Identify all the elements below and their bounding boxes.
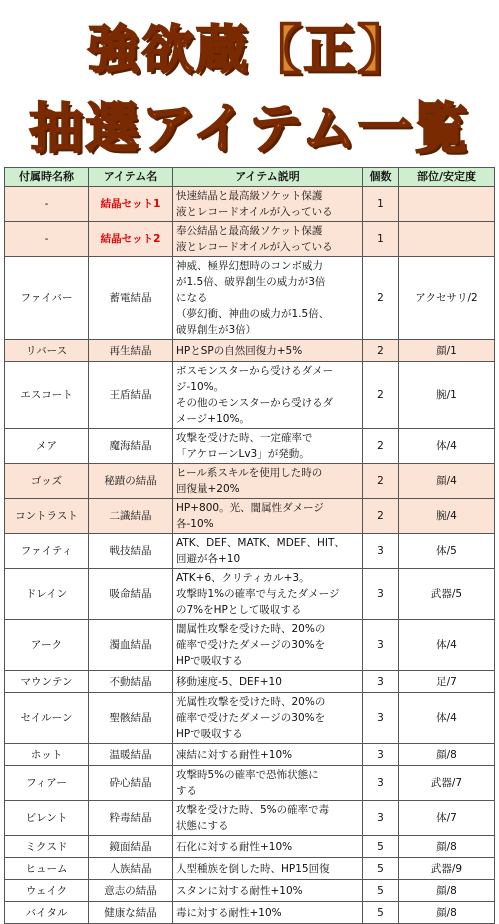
cell-suffix-name: コントラスト bbox=[5, 499, 89, 534]
cell-item-description bbox=[173, 257, 363, 340]
description-line: ボスモンスターから受けるダメー bbox=[176, 365, 334, 377]
cell-quantity: 3 bbox=[363, 744, 399, 766]
description-line: 凍結に対する耐性+10% bbox=[176, 748, 293, 761]
cell-suffix-name: ミクスド bbox=[5, 836, 89, 858]
description-line: メージ+10%。 bbox=[176, 413, 250, 425]
table-row bbox=[5, 257, 495, 340]
cell-part-stability: 腕/1 bbox=[399, 362, 495, 429]
cell-suffix-name: アーク bbox=[5, 620, 89, 671]
cell-quantity: 1 bbox=[363, 187, 399, 222]
table-row bbox=[5, 766, 495, 801]
cell-suffix-name: ウェイク bbox=[5, 880, 89, 902]
description-line: 攻撃時1%の確率で与えたダメージ bbox=[176, 588, 340, 600]
header-item-description: アイテム説明 bbox=[173, 168, 363, 187]
cell-item-description bbox=[173, 429, 363, 464]
table-row bbox=[5, 340, 495, 362]
cell-item-description bbox=[173, 671, 363, 693]
cell-item-name: 温暖結晶 bbox=[89, 744, 173, 766]
table-row bbox=[5, 569, 495, 620]
cell-quantity: 2 bbox=[363, 362, 399, 429]
cell-part-stability: 顔/1 bbox=[399, 340, 495, 362]
description-line: 石化に対する耐性+10% bbox=[176, 840, 293, 853]
cell-suffix-name: マウンテン bbox=[5, 671, 89, 693]
cell-item-name: 不動結晶 bbox=[89, 671, 173, 693]
description-line: 毒に対する耐性+10% bbox=[176, 906, 282, 919]
cell-part-stability: 体/5 bbox=[399, 534, 495, 569]
cell-item-name: 濁血結晶 bbox=[89, 620, 173, 671]
cell-suffix-name: エスコート bbox=[5, 362, 89, 429]
cell-part-stability: 武器/9 bbox=[399, 858, 495, 880]
description-line: 確率で受けたダメージの30%を bbox=[176, 639, 326, 651]
table-row bbox=[5, 499, 495, 534]
cell-item-name: 健康な結晶 bbox=[89, 902, 173, 924]
cell-item-name: 砕心結晶 bbox=[89, 766, 173, 801]
description-line: （夢幻衝、神曲の威力が1.5倍、 bbox=[176, 308, 330, 320]
table-row bbox=[5, 187, 495, 222]
cell-item-name: 結晶セット1 bbox=[89, 187, 173, 222]
cell-quantity: 1 bbox=[363, 222, 399, 257]
cell-item-name: 粋毒結晶 bbox=[89, 801, 173, 836]
cell-item-description bbox=[173, 693, 363, 744]
cell-part-stability: 顔/4 bbox=[399, 464, 495, 499]
cell-item-description bbox=[173, 620, 363, 671]
cell-suffix-name: - bbox=[5, 222, 89, 257]
description-line: ジ-10%。 bbox=[176, 381, 225, 393]
cell-suffix-name: ドレイン bbox=[5, 569, 89, 620]
cell-quantity: 5 bbox=[363, 880, 399, 902]
description-line: HPで吸収する bbox=[176, 728, 243, 740]
description-line: HPで吸収する bbox=[176, 655, 243, 667]
cell-part-stability: 武器/5 bbox=[399, 569, 495, 620]
table-row bbox=[5, 880, 495, 902]
cell-item-name: 鏡面結晶 bbox=[89, 836, 173, 858]
cell-item-description bbox=[173, 744, 363, 766]
cell-suffix-name: リバース bbox=[5, 340, 89, 362]
cell-quantity: 2 bbox=[363, 257, 399, 340]
cell-part-stability: 体/7 bbox=[399, 801, 495, 836]
description-line: ATK、DEF、MATK、MDEF、HIT、 bbox=[176, 537, 345, 549]
cell-suffix-name: - bbox=[5, 187, 89, 222]
cell-item-name: 戦技結晶 bbox=[89, 534, 173, 569]
cell-item-description bbox=[173, 499, 363, 534]
table-row bbox=[5, 362, 495, 429]
cell-part-stability: 顔/8 bbox=[399, 880, 495, 902]
header-suffix-name: 付属時名称 bbox=[5, 168, 89, 187]
description-line: の7%をHPとして吸収する bbox=[176, 604, 302, 616]
cell-item-name: 魔海結晶 bbox=[89, 429, 173, 464]
item-table bbox=[4, 167, 495, 924]
header-part-stability: 部位/安定度 bbox=[399, 168, 495, 187]
cell-item-description bbox=[173, 569, 363, 620]
description-line: 状態にする bbox=[176, 820, 229, 832]
description-line: 人型種族を倒した時、HP15回復 bbox=[176, 862, 330, 875]
cell-item-description bbox=[173, 222, 363, 257]
description-line: 闇属性攻撃を受けた時、20%の bbox=[176, 623, 326, 635]
table-row bbox=[5, 836, 495, 858]
table-row bbox=[5, 534, 495, 569]
cell-item-name: 再生結晶 bbox=[89, 340, 173, 362]
cell-part-stability: 体/4 bbox=[399, 693, 495, 744]
description-line: が1.5倍、破界創生の威力が3倍 bbox=[176, 276, 326, 288]
cell-part-stability: 顔/8 bbox=[399, 902, 495, 924]
description-line: 液とレコードオイルが入っている bbox=[176, 241, 333, 253]
description-line: 液とレコードオイルが入っている bbox=[176, 206, 333, 218]
description-line: スタンに対する耐性+10% bbox=[176, 884, 303, 897]
header-item-name: アイテム名 bbox=[89, 168, 173, 187]
table-row bbox=[5, 222, 495, 257]
description-line: 光属性攻撃を受けた時、20%の bbox=[176, 696, 326, 708]
cell-item-name: 王盾結晶 bbox=[89, 362, 173, 429]
table-row bbox=[5, 671, 495, 693]
cell-item-name: 蓄電結晶 bbox=[89, 257, 173, 340]
cell-quantity: 2 bbox=[363, 499, 399, 534]
cell-item-name: 意志の結晶 bbox=[89, 880, 173, 902]
description-line: 神威、極界幻想時のコンボ威力 bbox=[176, 260, 323, 272]
cell-item-name: 人族結晶 bbox=[89, 858, 173, 880]
cell-quantity: 5 bbox=[363, 902, 399, 924]
description-line: 快速結晶と最高級ソケット保護 bbox=[176, 190, 323, 202]
description-line: 各-10% bbox=[176, 518, 214, 530]
cell-part-stability bbox=[399, 187, 495, 222]
table-row bbox=[5, 693, 495, 744]
cell-part-stability: 腕/4 bbox=[399, 499, 495, 534]
cell-suffix-name: ホット bbox=[5, 744, 89, 766]
cell-part-stability bbox=[399, 222, 495, 257]
cell-part-stability: 体/4 bbox=[399, 429, 495, 464]
table-row bbox=[5, 429, 495, 464]
description-line: ATK+6、クリティカル+3。 bbox=[176, 572, 310, 584]
cell-quantity: 3 bbox=[363, 620, 399, 671]
cell-part-stability: 体/4 bbox=[399, 620, 495, 671]
description-line: 攻撃時5%の確率で恐怖状態に bbox=[176, 769, 319, 781]
cell-item-description bbox=[173, 902, 363, 924]
description-line: 回復量+20% bbox=[176, 483, 240, 495]
table-header-row bbox=[5, 168, 495, 187]
page-title: 強欲蔵【正】 bbox=[87, 21, 412, 81]
description-line: する bbox=[176, 785, 197, 797]
cell-quantity: 3 bbox=[363, 671, 399, 693]
header-quantity: 個数 bbox=[363, 168, 399, 187]
page-subtitle: 抽選アイテム一覧 bbox=[29, 97, 470, 160]
description-line: 移動速度-5、DEF+10 bbox=[176, 675, 282, 688]
cell-quantity: 2 bbox=[363, 464, 399, 499]
table-row bbox=[5, 858, 495, 880]
description-line: 攻撃を受けた時、一定確率で bbox=[176, 432, 313, 444]
cell-item-description bbox=[173, 362, 363, 429]
table-row bbox=[5, 744, 495, 766]
cell-item-description bbox=[173, 766, 363, 801]
table-body bbox=[5, 187, 495, 924]
cell-item-name: 結晶セット2 bbox=[89, 222, 173, 257]
cell-item-name: 吸命結晶 bbox=[89, 569, 173, 620]
title-area bbox=[0, 0, 499, 165]
description-line: その他のモンスターから受けるダ bbox=[176, 397, 334, 409]
cell-item-name: 二識結晶 bbox=[89, 499, 173, 534]
cell-part-stability: 武器/7 bbox=[399, 766, 495, 801]
description-line: 確率で受けたダメージの30%を bbox=[176, 712, 326, 724]
cell-suffix-name: ゴッズ bbox=[5, 464, 89, 499]
cell-quantity: 3 bbox=[363, 766, 399, 801]
table-row bbox=[5, 801, 495, 836]
cell-item-description bbox=[173, 464, 363, 499]
cell-item-description bbox=[173, 534, 363, 569]
cell-part-stability: 顔/8 bbox=[399, 836, 495, 858]
description-line: 回避が各+10 bbox=[176, 553, 241, 565]
cell-part-stability: 顔/8 bbox=[399, 744, 495, 766]
cell-item-name: 聖骸結晶 bbox=[89, 693, 173, 744]
description-line: になる bbox=[176, 292, 208, 304]
cell-quantity: 3 bbox=[363, 534, 399, 569]
cell-quantity: 5 bbox=[363, 858, 399, 880]
cell-item-description bbox=[173, 340, 363, 362]
cell-quantity: 3 bbox=[363, 569, 399, 620]
description-line: HPとSPの自然回復力+5% bbox=[176, 344, 303, 357]
cell-suffix-name: ファイティ bbox=[5, 534, 89, 569]
description-line: 奉公結晶と最高級ソケット保護 bbox=[176, 225, 323, 237]
description-line: 破界創生が3倍） bbox=[176, 324, 257, 336]
cell-suffix-name: メア bbox=[5, 429, 89, 464]
table-row bbox=[5, 620, 495, 671]
cell-part-stability: 足/7 bbox=[399, 671, 495, 693]
cell-item-description bbox=[173, 187, 363, 222]
cell-suffix-name: セイルーン bbox=[5, 693, 89, 744]
cell-quantity: 5 bbox=[363, 836, 399, 858]
cell-suffix-name: フィアー bbox=[5, 766, 89, 801]
cell-item-name: 秘蹟の結晶 bbox=[89, 464, 173, 499]
table-row bbox=[5, 464, 495, 499]
cell-item-description bbox=[173, 836, 363, 858]
cell-suffix-name: ファイバー bbox=[5, 257, 89, 340]
cell-item-description bbox=[173, 880, 363, 902]
table-row bbox=[5, 902, 495, 924]
cell-item-description bbox=[173, 801, 363, 836]
cell-quantity: 2 bbox=[363, 340, 399, 362]
cell-item-description bbox=[173, 858, 363, 880]
description-line: ヒール系スキルを使用した時の bbox=[176, 467, 323, 479]
cell-part-stability: アクセサリ/2 bbox=[399, 257, 495, 340]
cell-suffix-name: ヒューム bbox=[5, 858, 89, 880]
cell-suffix-name: ビレント bbox=[5, 801, 89, 836]
description-line: HP+800。光、闇属性ダメージ bbox=[176, 502, 324, 514]
cell-quantity: 2 bbox=[363, 429, 399, 464]
description-line: 「アケローンLv3」が発動。 bbox=[176, 448, 310, 460]
cell-quantity: 3 bbox=[363, 801, 399, 836]
description-line: 攻撃を受けた時、5%の確率で毒 bbox=[176, 804, 330, 816]
cell-quantity: 3 bbox=[363, 693, 399, 744]
cell-suffix-name: バイタル bbox=[5, 902, 89, 924]
